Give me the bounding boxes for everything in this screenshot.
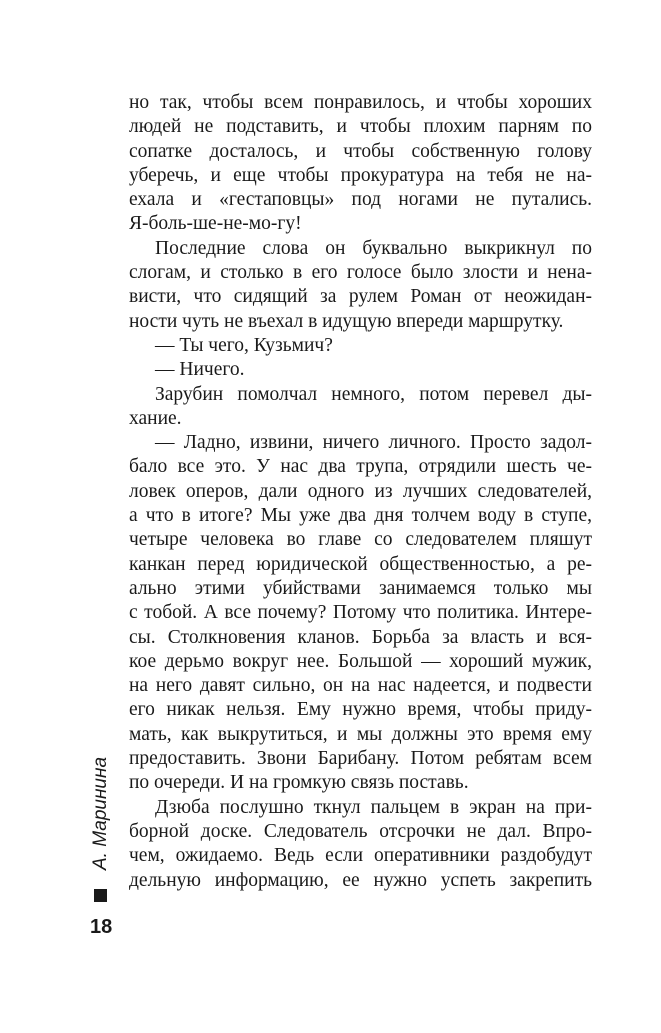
text-line: борной доске. Следователь отсрочки не дал. Впро- [129, 820, 592, 842]
text-line: предоставить. Звони Барибану. Потом ребятам всем [129, 748, 592, 770]
text-line: Последние слова он буквально выкрикнул по [155, 237, 592, 259]
text-line: но так, чтобы всем понравилось, и чтобы хороших [129, 92, 592, 113]
text-line: ловек оперов, дали одного из лучших следователей, [129, 480, 592, 502]
text-line: а что в итоге? Мы уже два дня толчем воду в ступе, [129, 505, 592, 527]
text-line: сопатке досталось, и чтобы собственную голову [129, 140, 592, 162]
text-line: канкан перед юридической общественностью, а ре- [129, 553, 592, 575]
text-line: его никак нельзя. Ему нужно время, чтобы приду- [129, 699, 592, 721]
text-line: на него давят сильно, он на нас надеется, и подвести [129, 675, 592, 697]
text-line: — Ладно, извини, ничего личного. Просто задол- [155, 432, 592, 454]
text-line: бало все это. У нас два трупа, отрядили шесть че- [129, 456, 592, 478]
text-line: кое дерьмо вокруг нее. Большой — хороший мужик, [129, 650, 592, 672]
page-number: 18 [90, 916, 113, 938]
text-line: ехала и «гестаповцы» под ногами не путались. [129, 189, 592, 211]
text-line: — Ничего. [155, 359, 245, 381]
text-line: мать, как выкрутиться, и мы должны это время ему [129, 723, 592, 745]
text-line: Дзюба послушно ткнул пальцем в экран на при- [155, 796, 592, 818]
text-line: ально этими убийствами занимаемся только мы [129, 577, 592, 599]
text-line: — Ты чего, Кузьмич? [155, 334, 333, 356]
text-line: с тобой. А все почему? Потому что политика. Интере- [129, 602, 592, 624]
text-line: Я-боль-ше-не-мо-гу! [129, 213, 302, 235]
text-line: уберечь, и еще чтобы прокуратура на тебя не на- [129, 164, 592, 186]
body-text [129, 91, 592, 893]
text-line: Зарубин помолчал немного, потом перевел ды- [155, 383, 592, 405]
text-line: чем, ожидаемо. Ведь если оперативники раздобудут [129, 845, 592, 867]
square-marker-icon [94, 889, 107, 902]
text-line: слогам, и столько в его голосе было злости и нена- [129, 262, 592, 284]
text-line: людей не подставить, и чтобы плохим парням по [129, 116, 592, 138]
running-head-author: А. Маринина [90, 756, 111, 870]
text-line: висти, что сидящий за рулем Роман от неожидан- [129, 286, 592, 308]
text-line: хание. [129, 407, 182, 429]
text-line: сы. Столкновения кланов. Борьба за власть и вся- [129, 626, 592, 648]
text-line: по очереди. И на громкую связь поставь. [129, 772, 469, 794]
text-line: дельную информацию, ее нужно успеть закрепить [129, 869, 592, 891]
text-line: четыре человека во главе со следователем пляшут [129, 529, 592, 551]
text-line: ности чуть не въехал в идущую впереди маршрутку. [129, 310, 564, 332]
